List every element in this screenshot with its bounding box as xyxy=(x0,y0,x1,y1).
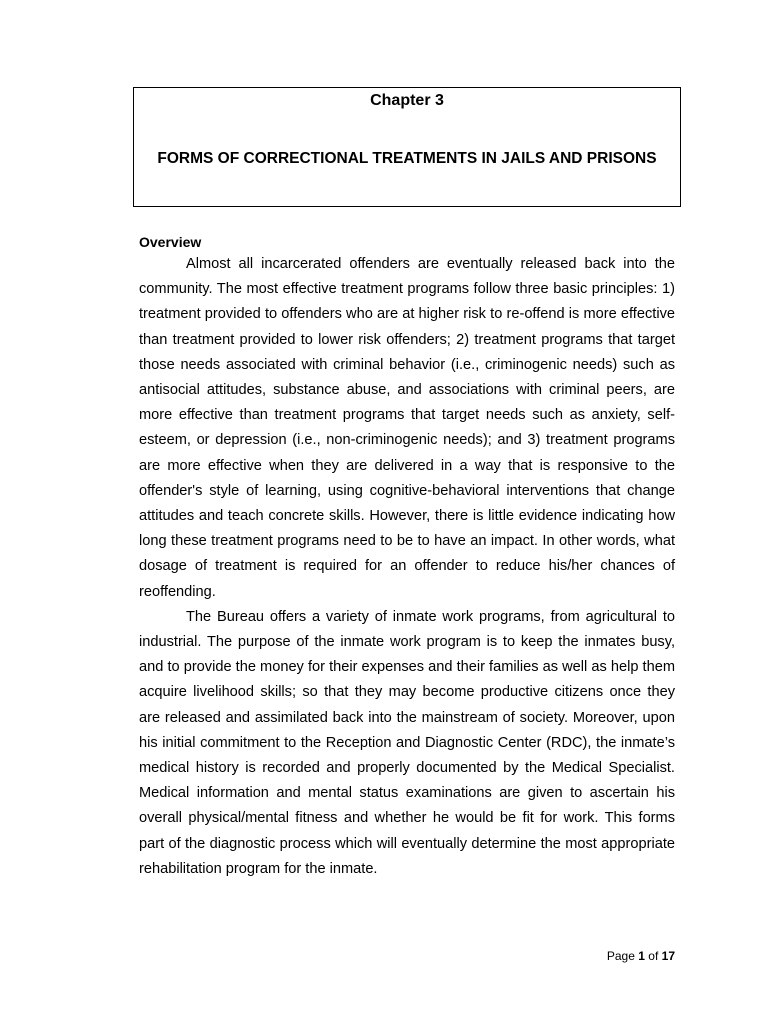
chapter-title: FORMS OF CORRECTIONAL TREATMENTS IN JAILS AND PRISONS xyxy=(157,150,657,167)
page-label: Page xyxy=(606,949,635,963)
paragraph-1: Almost all incarcerated offenders are eventually released back into the community. The most effective treatment programs follow three basic principles: 1) treatment provided to offenders who are at higher risk to re-offend is more effective than treatment provided to lower risk offenders; 2) treatment programs that target those needs associated with criminal behavior (i.e., criminogenic needs) such as antisocial attitudes, substance abuse, and associations with criminal peers, are more effective than treatment programs that target needs such as anxiety, self-esteem, or depression (i.e., non-criminogenic needs); and 3) treatment programs are more effective when they are delivered in a way that is responsive to the offender's style of learning, using cognitive-behavioral interventions that change attitudes and teach concrete skills. However, there is little evidence indicating how long these treatment programs need to be to have an impact. In other words, what dosage of treatment is required for an offender to reduce his/her chances of reoffending. xyxy=(139,256,675,600)
chapter-number: Chapter 3 xyxy=(370,92,444,109)
section-heading: Overview xyxy=(139,234,202,250)
page-number: 1 xyxy=(638,949,645,963)
of-label: of xyxy=(648,949,659,963)
chapter-title-box xyxy=(133,87,681,207)
page-total: 17 xyxy=(661,949,675,963)
page-footer xyxy=(607,948,675,964)
paragraph-2: The Bureau offers a variety of inmate work programs, from agricultural to industrial. The purpose of the inmate work program is to keep the inmates busy, and to provide the money for their expenses and their families as well as help them acquire livelihood skills; so that they may become productive citizens once they are released and assimilated back into the mainstream of society. Moreover, upon his initial commitment to the Reception and Diagnostic Center (RDC), the inmate’s medical history is recorded and properly documented by the Medical Specialist. Medical information and mental status examinations are given to ascertain his overall physical/mental fitness and whether he would be fit for work. This forms part of the diagnostic process which will eventually determine the most appropriate rehabilitation program for the inmate. xyxy=(139,608,675,877)
document-body xyxy=(139,232,675,882)
